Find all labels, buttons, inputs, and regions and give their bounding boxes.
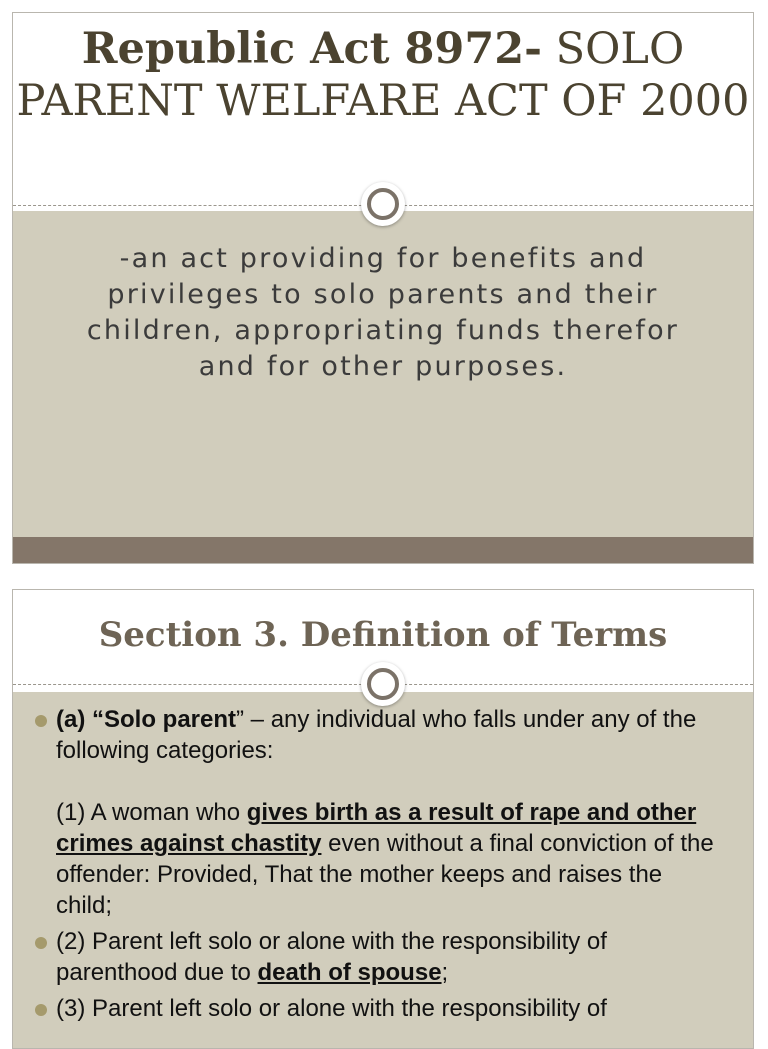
spacer [56, 766, 723, 797]
category-text: ; [441, 959, 449, 986]
ring-ornament-icon [361, 182, 405, 226]
definition-list [13, 692, 753, 1024]
slide-definitions [12, 589, 754, 1049]
content-area [13, 692, 753, 1048]
title-regular-part: SOLO PARENT WELFARE ACT OF 2000 [16, 24, 750, 126]
title-area [13, 13, 753, 205]
term-label: (a) “Solo parent [56, 706, 237, 733]
category-text: (1) A woman who [56, 799, 247, 826]
category-text: even without a final conviction of the offender: Provided, That the mother keeps and raises the child; [56, 830, 714, 919]
list-item [56, 926, 723, 988]
category-text: (3) Parent left solo or alone with the responsibility of [56, 995, 607, 1022]
title-bold-part: Republic Act 8972- [81, 24, 543, 74]
list-item [56, 704, 723, 921]
category-text: (2) Parent left solo or alone with the responsibility of parenthood due to [56, 928, 607, 986]
category-emphasis: gives birth as a result of rape and other crimes against chastity [56, 799, 697, 857]
list-item [56, 993, 723, 1024]
footer-bar [13, 537, 753, 564]
term-definition: ” – any individual who falls under any of the following categories: [56, 706, 697, 764]
subtitle-area [13, 211, 753, 537]
category-emphasis: death of spouse [257, 959, 442, 986]
slide-title-heading [13, 13, 753, 127]
section-title: Section 3. Definition of Terms [98, 615, 668, 655]
subtitle-text: -an act providing for benefits and privileges to solo parents and their children, appropriating funds therefor and for other purposes. [86, 243, 680, 382]
slide-title [12, 12, 754, 564]
ring-ornament-icon [361, 662, 405, 706]
